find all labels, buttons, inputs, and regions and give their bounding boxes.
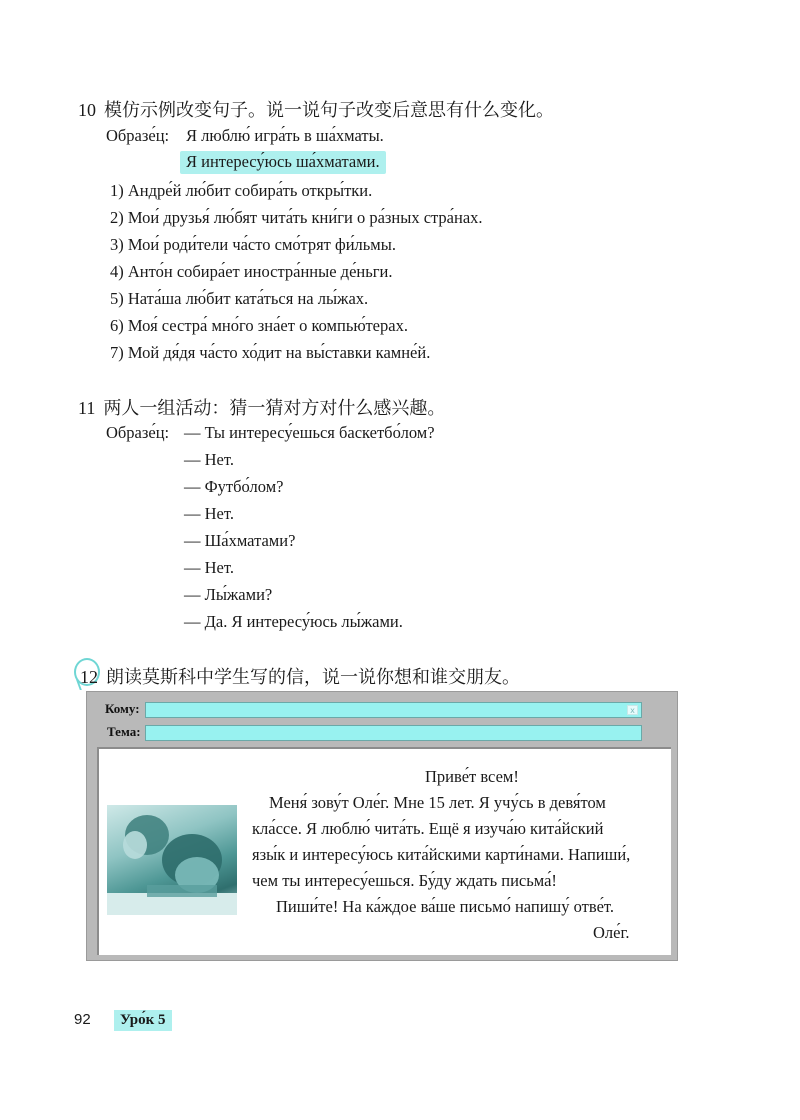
example-label: Образе́ц:: [106, 423, 170, 442]
email-body[interactable]: [97, 747, 671, 955]
to-label: Кому:: [105, 701, 140, 716]
letter-line: язы́к и интересу́юсь кита́йскими карти́нами. Напиши́,: [252, 845, 631, 864]
exercise-11-title: [78, 394, 445, 420]
example-transformed-sentence: Я интересу́юсь ша́хматами.: [180, 151, 386, 174]
lesson-tag: Уро́к 5: [114, 1010, 172, 1031]
letter-line: Пиши́те! На ка́ждое ва́ше письмо́ напишу́ отве́т.: [276, 897, 614, 916]
exercise-12-title: [80, 663, 520, 689]
letter-line: Меня́ зову́т Оле́г. Мне 15 лет. Я учу́сь в девя́том: [269, 793, 606, 812]
dialogue-line: — Ты интересу́ешься баскетбо́лом?: [184, 423, 435, 442]
exercise-number: 12: [80, 667, 98, 687]
example-label: Образе́ц:: [106, 126, 170, 145]
letter-greeting: Приве́т всем!: [425, 767, 519, 786]
exercise-instruction: 两人一组活动：猜一猜对方对什么感兴趣。: [103, 398, 446, 418]
dialogue-line: — Да. Я интересу́юсь лы́жами.: [184, 612, 403, 631]
list-item: 4) Анто́н собира́ет иностра́нные де́ньги.: [110, 262, 393, 281]
to-field[interactable]: [145, 702, 642, 718]
dialogue-line: — Нет.: [184, 450, 234, 469]
exercise-10-title: [78, 96, 554, 122]
list-item: 2) Мои́ друзья́ лю́бят чита́ть кни́ги о ра́зных стра́нах.: [110, 208, 483, 227]
list-item: 5) Ната́ша лю́бит ката́ться на лы́жах.: [110, 289, 369, 308]
exercise-number: 11: [78, 398, 96, 418]
list-item: 3) Мои́ роди́тели ча́сто смо́трят фи́льмы.: [110, 235, 396, 254]
page-number: 92: [74, 1011, 91, 1028]
dialogue-line: — Футбо́лом?: [184, 477, 284, 496]
letter-line: кла́ссе. Я люблю́ чита́ть. Ещё я изуча́ю кита́йский: [252, 819, 604, 838]
letter-line: чем ты интересу́ешься. Бу́ду ждать письма́!: [252, 871, 557, 890]
dialogue-line: — Нет.: [184, 504, 234, 523]
dialogue-line: — Лы́жами?: [184, 585, 273, 604]
close-icon[interactable]: x: [627, 705, 638, 715]
subject-label: Тема:: [107, 724, 141, 739]
exercise-instruction: 模仿示例改变句子。说一说句子改变后意思有什么变化。: [104, 100, 554, 120]
dialogue-line: — Нет.: [184, 558, 234, 577]
letter-signature: Оле́г.: [593, 923, 630, 942]
list-item: 1) Андре́й лю́бит собира́ть откры́тки.: [110, 181, 373, 200]
exercise-number: 10: [78, 100, 96, 120]
example-sentence: Я люблю́ игра́ть в ша́хматы.: [186, 126, 384, 145]
dialogue-line: — Ша́хматами?: [184, 531, 296, 550]
list-item: 6) Моя́ сестра́ мно́го зна́ет о компью́терах.: [110, 316, 408, 335]
student-photo: [107, 805, 237, 915]
exercise-instruction: 朗读莫斯科中学生写的信，说一说你想和谁交朋友。: [106, 667, 520, 687]
list-item: 7) Мой дя́дя ча́сто хо́дит на вы́ставки камне́й.: [110, 343, 431, 362]
email-window: [86, 691, 678, 961]
subject-field[interactable]: [145, 725, 642, 741]
